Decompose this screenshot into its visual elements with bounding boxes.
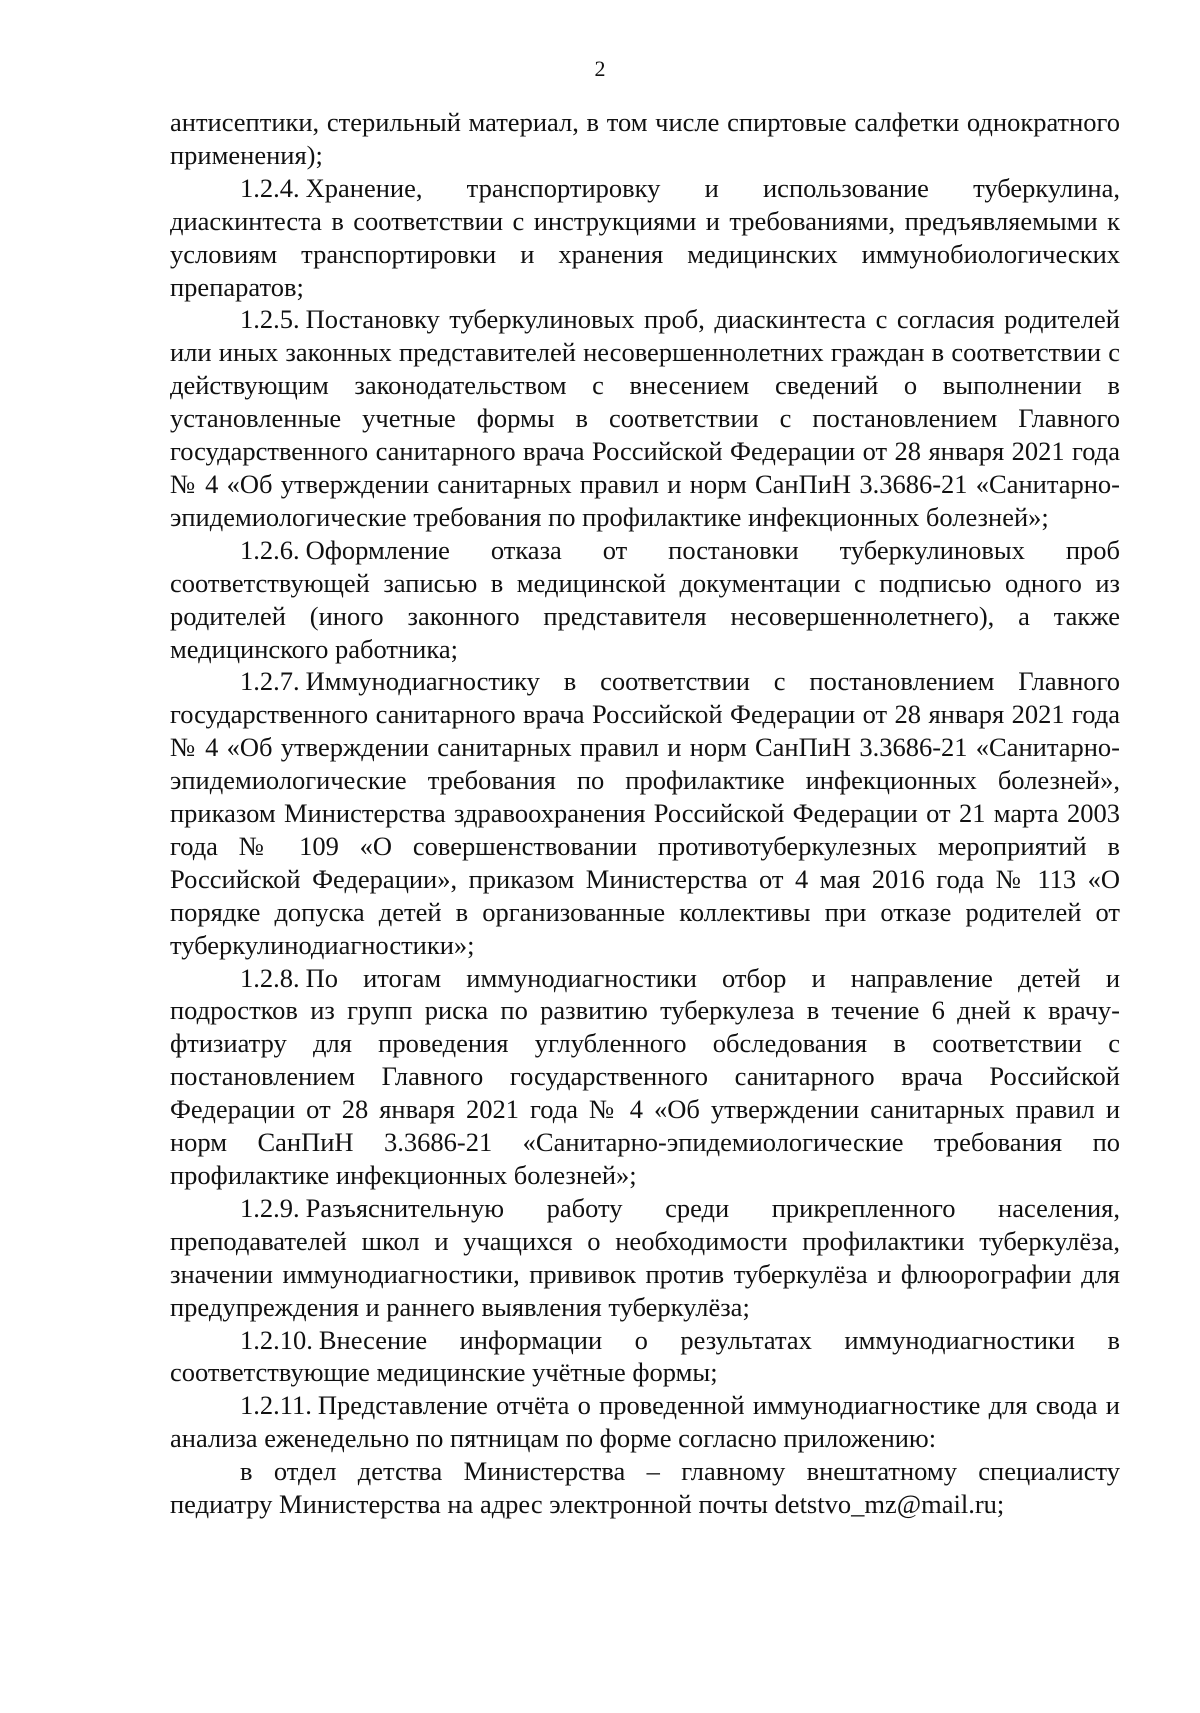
paragraph-1-2-9: [170, 1192, 1120, 1324]
paragraph-text: Оформление отказа от постановки туберкулиновых проб соответствующей записью в медицинской документации с подписью одного из родителей (иного законного представителя несовершеннолетнего), а также медицинского работника;: [170, 534, 1120, 664]
paragraph-text: в отдел детства Министерства – главному внештатному специалисту педиатру Министерства на адрес электронной почты detstvo_mz@mail.ru;: [170, 1456, 1120, 1520]
paragraph-text: Иммунодиагностику в соответствии с постановлением Главного государственного санитарного врача Российской Федерации от 28 января 2021 года № 4 «Об утверждении санитарных правил и норм СанПиН 3.3686-21 «Санитарно-эпидемиологические требования по профилактике инфекционных болезней», приказом Министерства здравоохранения Российской Федерации от 21 марта 2003 года № 109 «О совершенствовании противотуберкулезных мероприятий в Российской Федерации», приказом Министерства от 4 мая 2016 года № 113 «О порядке допуска детей в организованные коллективы при отказе родителей от туберкулинодиагностики»;: [170, 666, 1120, 960]
paragraph-text: Постановку туберкулиновых проб, диаскинтеста с согласия родителей или иных законных представителей несовершеннолетних граждан в соответствии с действующим законодательством с внесением сведений о выполнении в установленные учетные формы в соответствии с постановлением Главного государственного санитарного врача Российской Федерации от 28 января 2021 года № 4 «Об утверждении санитарных правил и норм СанПиН 3.3686-21 «Санитарно-эпидемиологические требования по профилактике инфекционных болезней»;: [170, 304, 1120, 532]
paragraph-1-2-7: [170, 665, 1120, 961]
paragraph-text: По итогам иммунодиагностики отбор и направление детей и подростков из групп риска по развитию туберкулеза в течение 6 дней к врачу-фтизиатру для проведения углубленного обследования в соответствии с постановлением Главного государственного санитарного врача Российской Федерации от 28 января 2021 года № 4 «Об утверждении санитарных правил и норм СанПиН 3.3686-21 «Санитарно-эпидемиологические требования по профилактике инфекционных болезней»;: [170, 962, 1120, 1190]
item-number: 1.2.7.: [240, 666, 300, 697]
page-number: 2: [594, 56, 606, 81]
paragraph-1-2-11: [170, 1389, 1120, 1455]
item-number: 1.2.4.: [240, 172, 300, 203]
paragraph-text: Представление отчёта о проведенной иммунодиагностике для свода и анализа еженедельно по пятницам по форме согласно приложению:: [170, 1390, 1120, 1454]
item-number: 1.2.8.: [240, 962, 300, 993]
paragraph-1-2-6: [170, 534, 1120, 666]
item-number: 1.2.9.: [240, 1192, 300, 1223]
paragraph-1-2-5: [170, 303, 1120, 533]
paragraph-text: Внесение информации о результатах иммунодиагностики в соответствующие медицинские учётные формы;: [170, 1324, 1120, 1388]
paragraph-text: антисептики, стерильный материал, в том числе спиртовые салфетки однократного применения);: [170, 107, 1120, 170]
paragraph-1-2-4: [170, 172, 1120, 304]
item-number: 1.2.11.: [240, 1390, 312, 1421]
paragraph-text: Разъяснительную работу среди прикрепленного населения, преподавателей школ и учащихся о необходимости профилактики туберкулёза, значении иммунодиагностики, прививок против туберкулёза и флюорографии для предупреждения и раннего выявления туберкулёза;: [170, 1192, 1120, 1322]
paragraph-continuation: [170, 106, 1120, 172]
document-body: [170, 106, 1120, 1521]
paragraph-1-2-8: [170, 962, 1120, 1192]
item-number: 1.2.10.: [240, 1324, 313, 1355]
item-number: 1.2.5.: [240, 304, 300, 335]
paragraph-text: Хранение, транспортировку и использование туберкулина, диаскинтеста в соответствии с инструкциями и требованиями, предъявляемыми к условиям транспортировки и хранения медицинских иммунобиологических препаратов;: [170, 172, 1120, 302]
paragraph-1-2-10: [170, 1324, 1120, 1390]
paragraph-recipient: [170, 1455, 1120, 1521]
item-number: 1.2.6.: [240, 534, 300, 565]
